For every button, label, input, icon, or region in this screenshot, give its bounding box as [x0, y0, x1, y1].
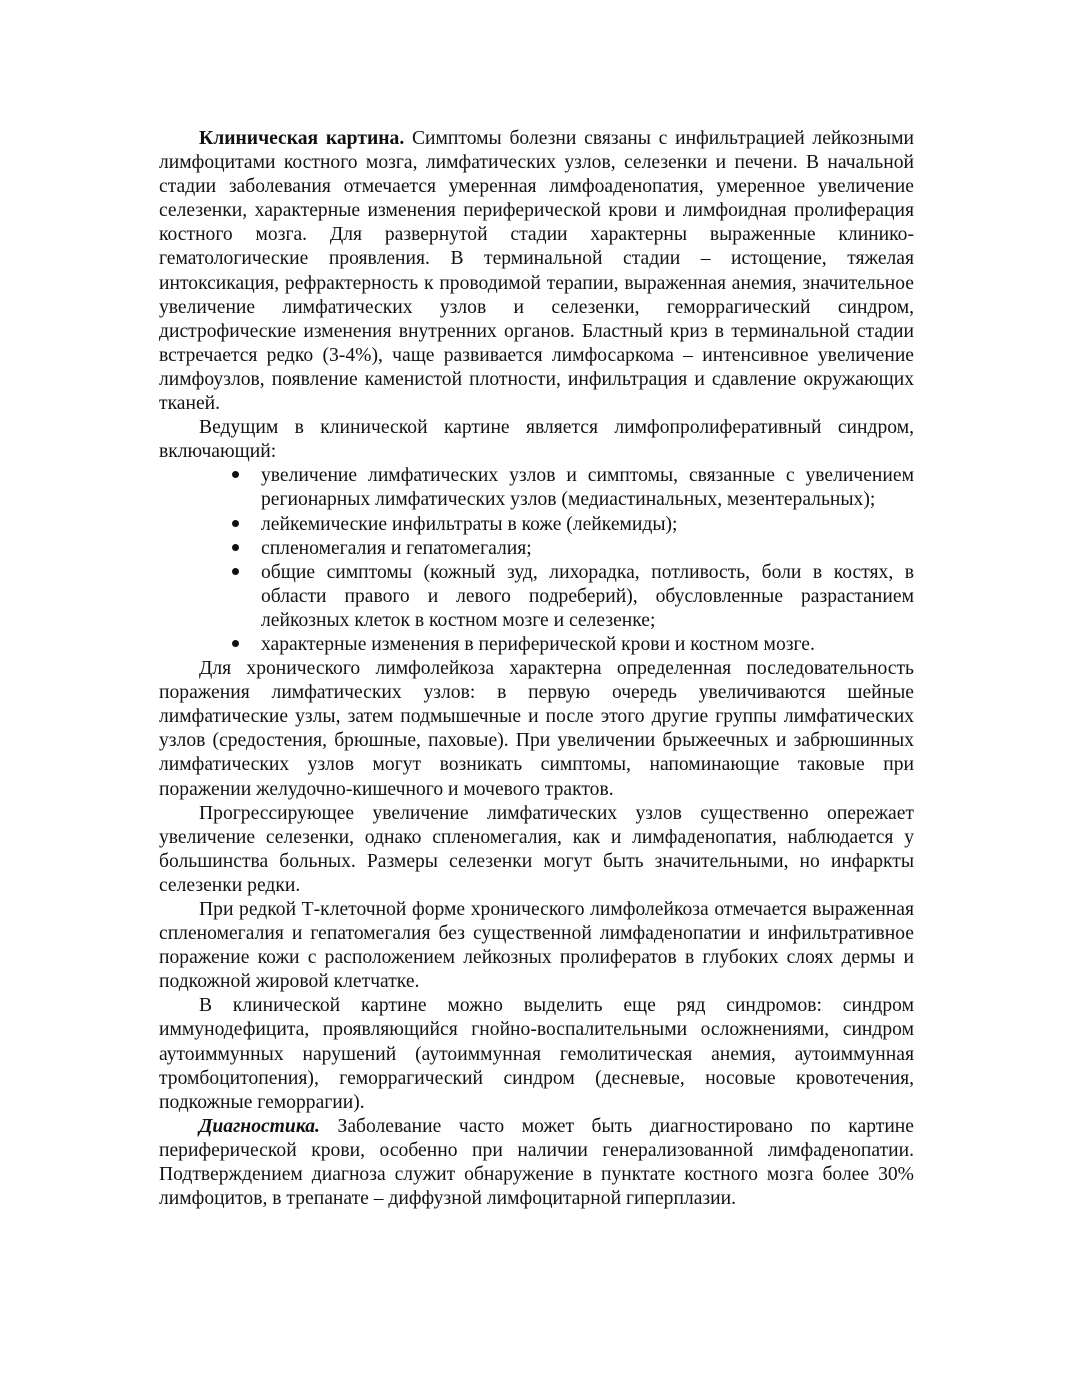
paragraph-text: Симптомы болезни связаны с инфильтрацией лейкозными лимфоцитами костного мозга, лимфатических узлов, селезенки и печени. В начальной стадии заболевания отмечается умеренная лимфоаденопатия, умеренное увеличение селезенки, характерные изменения периферической крови и лимфоидная пролиферация костного мозга. Для развернутой стадии характерны выраженные клинико-гематологические проявления. В терминальной стадии – истощение, тяжелая интоксикация, рефрактерность к проводимой терапии, выраженная анемия, значительное увеличение лимфатических узлов и селезенки, геморрагический синдром, дистрофические изменения внутренних органов. Бластный криз в терминальной стадии встречается редко (3-4%), чаще развивается лимфосаркома – интенсивное увеличение лимфоузлов, появление каменистой плотности, инфильтрация и сдавление окружающих тканей. — [159, 128, 914, 415]
list-item — [261, 633, 914, 657]
bullet-icon — [230, 464, 240, 488]
paragraph-clinical-picture — [159, 127, 914, 416]
paragraph-leading-syndrome: Ведущим в клинической картине является лимфопролиферативный синдром, включающий: — [159, 417, 914, 463]
paragraph-diagnostics — [159, 1115, 914, 1211]
bullet-icon — [230, 537, 240, 561]
paragraph-spleen-enlargement: Прогрессирующее увеличение лимфатических узлов существенно опережает увеличение селезенки, однако спленомегалия, как и лимфаденопатия, наблюдается у большинства больных. Размеры селезенки могут быть значительными, но инфаркты селезенки редки. — [159, 802, 914, 896]
list-item — [261, 537, 914, 561]
document-page — [159, 127, 914, 1211]
heading-diagnostics: Диагностика. — [199, 1115, 320, 1137]
bullet-icon — [230, 513, 240, 537]
list-item-text: характерные изменения в периферической крови и костном мозге. — [261, 633, 815, 655]
symptom-list — [159, 464, 914, 657]
list-item — [261, 464, 914, 512]
list-item — [261, 513, 914, 537]
paragraph-t-cell-form: При редкой Т-клеточной форме хронического лимфолейкоза отмечается выраженная спленомегалия и гепатомегалия без существенной лимфаденопатии и инфильтративное поражение кожи с расположением лейкозных пролифератов в глубоких слоях дермы и подкожной жировой клетчатке. — [159, 899, 914, 993]
paragraph-lymph-node-sequence: Для хронического лимфолейкоза характерна определенная последовательность поражения лимфатических узлов: в первую очередь увеличиваются шейные лимфатические узлы, затем подмышечные и после этого другие группы лимфатических узлов (средостения, брюшные, паховые). При увеличении брыжеечных и забрюшинных лимфатических узлов могут возникать симптомы, напоминающие таковые при поражении желудочно-кишечного и мочевого трактов. — [159, 658, 914, 800]
list-item — [261, 561, 914, 633]
bullet-icon — [230, 561, 240, 585]
list-item-text: увеличение лимфатических узлов и симптомы, связанные с увеличением регионарных лимфатических узлов (медиастинальных, мезентеральных); — [261, 465, 914, 511]
paragraph-other-syndromes: В клинической картине можно выделить еще ряд синдромов: синдром иммунодефицита, проявляющийся гнойно-воспалительными осложнениями, синдром аутоиммунных нарушений (аутоиммунная гемолитическая анемия, аутоиммунная тромбоцитопения), геморрагический синдром (десневые, носовые кровотечения, подкожные геморрагии). — [159, 995, 914, 1113]
paragraph-text: Заболевание часто может быть диагностировано по картине периферической крови, особенно при наличии генерализованной лимфаденопатии. Подтверждением диагноза служит обнаружение в пунктате костного мозга более 30% лимфоцитов, в трепанате – диффузной лимфоцитарной гиперплазии. — [159, 1115, 914, 1210]
list-item-text: лейкемические инфильтраты в коже (лейкемиды); — [261, 513, 678, 535]
bullet-icon — [230, 633, 240, 657]
heading-clinical-picture: Клиническая картина. — [199, 128, 405, 149]
list-item-text: общие симптомы (кожный зуд, лихорадка, потливость, боли в костях, в области правого и левого подреберий), обусловленные разрастанием лейкозных клеток в костном мозге и селезенке; — [261, 561, 914, 631]
list-item-text: спленомегалия и гепатомегалия; — [261, 537, 532, 559]
